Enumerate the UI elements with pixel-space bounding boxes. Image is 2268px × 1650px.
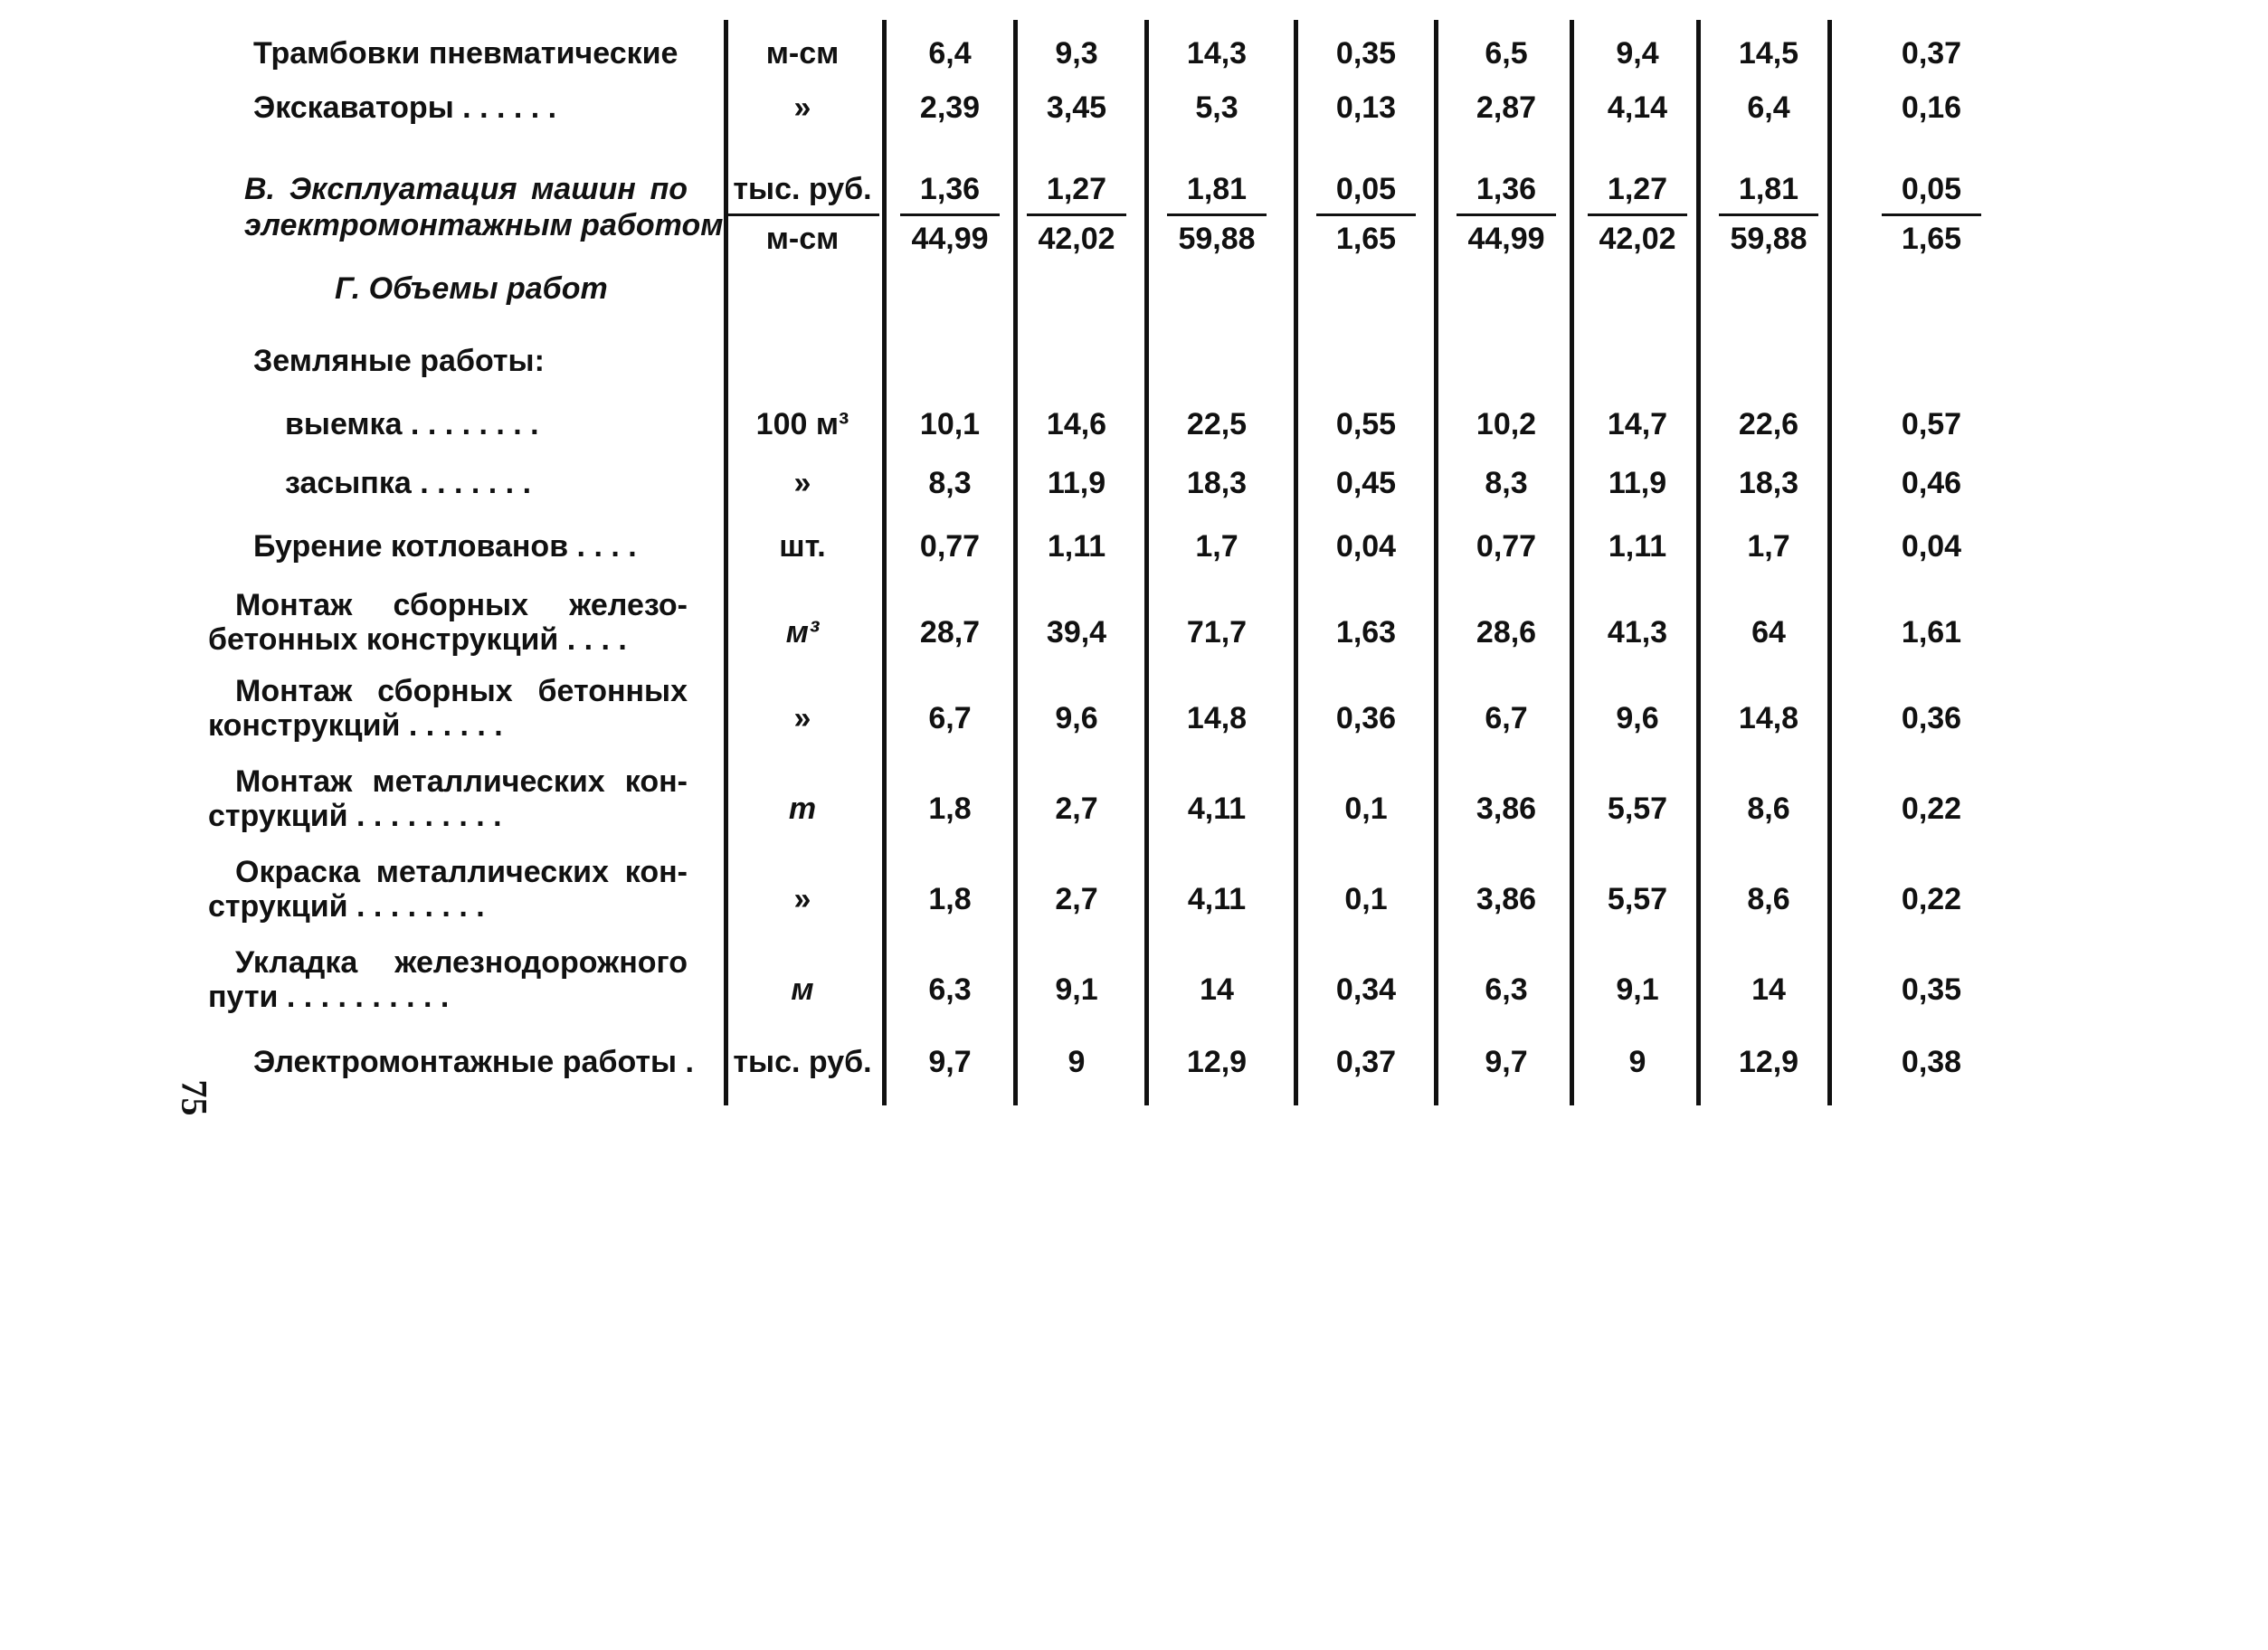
cell-value-bottom: 42,02 <box>1599 222 1676 256</box>
cell-value: 14 <box>1200 972 1234 1007</box>
cell-value: 0,77 <box>1476 529 1537 564</box>
fraction-bar <box>1027 213 1126 216</box>
cell-value: 0,37 <box>1335 1045 1397 1079</box>
column-divider <box>1144 20 1149 1105</box>
cell-value: 0,38 <box>1901 1045 1962 1079</box>
row-label-line1: В. Эксплуатация машин по <box>244 172 688 206</box>
row-unit: шт. <box>779 529 826 564</box>
cell-value: 0,37 <box>1901 36 1962 71</box>
cell-value: 3,45 <box>1046 90 1107 125</box>
row-unit: » <box>793 466 811 500</box>
cell-value: 3,86 <box>1476 792 1537 826</box>
cell-value: 6,3 <box>1485 972 1528 1007</box>
cell-value: 1,63 <box>1335 615 1397 650</box>
cell-value: 12,9 <box>1738 1045 1799 1079</box>
fraction-bar <box>1316 213 1416 216</box>
cell-value: 9,7 <box>1485 1045 1528 1079</box>
row-label-line1: Окраска металлических кон- <box>235 855 688 889</box>
cell-value: 1,7 <box>1195 529 1238 564</box>
row-label: Бурение котлованов . . . . <box>253 529 637 564</box>
cell-value: 4,11 <box>1187 792 1247 826</box>
cell-value-top: 0,05 <box>1901 172 1962 206</box>
cell-value: 5,57 <box>1607 882 1668 916</box>
cell-value: 0,35 <box>1901 972 1962 1007</box>
row-label-line1: Укладка железнодорожного <box>235 945 688 980</box>
row-unit: м-см <box>765 36 840 71</box>
cell-value: 0,1 <box>1344 792 1388 826</box>
row-unit: » <box>793 882 811 916</box>
fraction-bar <box>1457 213 1556 216</box>
cell-value: 9,1 <box>1055 972 1098 1007</box>
cell-value: 0,35 <box>1335 36 1397 71</box>
row-label-line2: пути . . . . . . . . . . <box>208 980 450 1014</box>
cell-value: 11,9 <box>1608 466 1667 500</box>
row-label: засыпка . . . . . . . <box>285 466 532 500</box>
cell-value: 6,7 <box>928 701 972 735</box>
fraction-bar <box>1588 213 1687 216</box>
cell-value: 5,57 <box>1607 792 1668 826</box>
cell-value: 14,3 <box>1186 36 1248 71</box>
row-label: Электромонтажные работы . <box>253 1045 694 1079</box>
fraction-bar <box>900 213 1000 216</box>
cell-value: 9 <box>1068 1045 1086 1079</box>
cell-value: 10,1 <box>919 407 981 441</box>
row-unit: 100 м³ <box>755 407 849 441</box>
row-label-line1: Монтаж сборных бетонных <box>235 674 688 708</box>
row-label-line2: струкций . . . . . . . . <box>208 889 485 924</box>
cell-value: 41,3 <box>1607 615 1668 650</box>
cell-value: 14,6 <box>1046 407 1107 441</box>
cell-value: 9,6 <box>1055 701 1098 735</box>
row-unit: » <box>793 701 811 735</box>
cell-value: 14,5 <box>1738 36 1799 71</box>
row-label: выемка . . . . . . . . <box>285 407 539 441</box>
page-number: 75 <box>174 1079 215 1116</box>
cell-value: 0,04 <box>1335 529 1397 564</box>
row-label-line2: электромонтажным работом <box>244 208 724 242</box>
cell-value: 9,7 <box>928 1045 972 1079</box>
cell-value-top: 0,05 <box>1335 172 1397 206</box>
row-label-line2: струкций . . . . . . . . . <box>208 799 502 833</box>
cell-value: 0,16 <box>1901 90 1962 125</box>
column-divider <box>1294 20 1298 1105</box>
fraction-bar <box>1719 213 1818 216</box>
row-label-line2: бетонных конструкций . . . . <box>208 622 627 657</box>
cell-value: 14,8 <box>1186 701 1248 735</box>
cell-value: 0,77 <box>919 529 981 564</box>
cell-value: 22,5 <box>1186 407 1248 441</box>
cell-value: 28,7 <box>919 615 981 650</box>
group-heading: Земляные работы: <box>253 344 545 378</box>
cell-value: 6,4 <box>1747 90 1790 125</box>
unit-top: тыс. руб. <box>733 172 872 206</box>
cell-value: 1,8 <box>928 792 972 826</box>
cell-value: 0,22 <box>1901 882 1962 916</box>
row-unit: » <box>793 90 811 125</box>
cell-value: 18,3 <box>1186 466 1248 500</box>
unit-bottom: м-см <box>765 222 840 256</box>
cell-value-top: 1,27 <box>1046 172 1107 206</box>
cell-value: 0,55 <box>1335 407 1397 441</box>
cell-value: 6,3 <box>928 972 972 1007</box>
cell-value: 1,7 <box>1747 529 1790 564</box>
row-label-line1: Монтаж сборных железо- <box>235 588 688 622</box>
row-unit: т <box>788 792 817 826</box>
cell-value: 28,6 <box>1476 615 1537 650</box>
cell-value-top: 1,36 <box>1476 172 1537 206</box>
row-label-line1: Монтаж металлических кон- <box>235 764 688 799</box>
cell-value: 9,6 <box>1616 701 1659 735</box>
cell-value: 0,36 <box>1901 701 1962 735</box>
cell-value: 0,1 <box>1344 882 1388 916</box>
cell-value: 5,3 <box>1195 90 1238 125</box>
cell-value: 2,7 <box>1055 792 1098 826</box>
cell-value: 8,6 <box>1747 882 1790 916</box>
cell-value: 6,7 <box>1485 701 1528 735</box>
cell-value-bottom: 1,65 <box>1335 222 1397 256</box>
cell-value-top: 1,36 <box>919 172 981 206</box>
cell-value-bottom: 59,88 <box>1730 222 1808 256</box>
cell-value: 1,11 <box>1608 529 1667 564</box>
cell-value: 14 <box>1751 972 1786 1007</box>
cell-value: 8,3 <box>1485 466 1528 500</box>
cell-value: 3,86 <box>1476 882 1537 916</box>
column-divider <box>1434 20 1438 1105</box>
fraction-bar <box>1167 213 1267 216</box>
row-unit: м³ <box>785 615 820 650</box>
cell-value: 11,9 <box>1047 466 1106 500</box>
cell-value: 64 <box>1751 615 1786 650</box>
cell-value: 9,4 <box>1616 36 1659 71</box>
cell-value: 22,6 <box>1738 407 1799 441</box>
cell-value: 9,1 <box>1616 972 1659 1007</box>
cell-value: 2,7 <box>1055 882 1098 916</box>
cell-value: 1,61 <box>1901 615 1962 650</box>
cell-value: 4,11 <box>1187 882 1247 916</box>
cell-value: 9 <box>1628 1045 1646 1079</box>
cell-value: 6,5 <box>1485 36 1528 71</box>
cell-value: 39,4 <box>1046 615 1107 650</box>
cell-value: 12,9 <box>1186 1045 1248 1079</box>
cell-value: 6,4 <box>928 36 972 71</box>
data-table <box>208 20 1981 1105</box>
cell-value: 8,3 <box>928 466 972 500</box>
cell-value-bottom: 59,88 <box>1178 222 1256 256</box>
cell-value: 0,36 <box>1335 701 1397 735</box>
section-heading: Г. Объемы работ <box>335 271 608 306</box>
cell-value: 1,8 <box>928 882 972 916</box>
cell-value: 0,57 <box>1901 407 1962 441</box>
cell-value: 0,13 <box>1335 90 1397 125</box>
cell-value-top: 1,81 <box>1738 172 1799 206</box>
cell-value: 0,34 <box>1335 972 1397 1007</box>
cell-value: 71,7 <box>1186 615 1248 650</box>
cell-value: 8,6 <box>1747 792 1790 826</box>
cell-value: 0,22 <box>1901 792 1962 826</box>
cell-value: 1,11 <box>1047 529 1106 564</box>
cell-value-bottom: 44,99 <box>1467 222 1545 256</box>
cell-value: 0,46 <box>1901 466 1962 500</box>
cell-value: 2,87 <box>1476 90 1537 125</box>
row-label: Экскаваторы . . . . . . <box>253 90 557 125</box>
cell-value-top: 1,27 <box>1607 172 1668 206</box>
row-unit: тыс. руб. <box>733 1045 872 1079</box>
cell-value: 18,3 <box>1738 466 1799 500</box>
row-label-line2: конструкций . . . . . . <box>208 708 503 743</box>
cell-value-bottom: 44,99 <box>911 222 989 256</box>
cell-value: 14,7 <box>1607 407 1668 441</box>
cell-value: 14,8 <box>1738 701 1799 735</box>
cell-value: 0,45 <box>1335 466 1397 500</box>
cell-value: 4,14 <box>1607 90 1668 125</box>
cell-value: 9,3 <box>1055 36 1098 71</box>
cell-value: 0,04 <box>1901 529 1962 564</box>
cell-value: 2,39 <box>919 90 981 125</box>
fraction-bar <box>726 213 879 216</box>
row-unit: м <box>791 972 814 1007</box>
cell-value-bottom: 42,02 <box>1038 222 1115 256</box>
cell-value: 10,2 <box>1476 407 1537 441</box>
cell-value-top: 1,81 <box>1186 172 1248 206</box>
cell-value-bottom: 1,65 <box>1901 222 1962 256</box>
row-label: Трамбовки пневматические <box>253 36 679 71</box>
fraction-bar <box>1882 213 1981 216</box>
